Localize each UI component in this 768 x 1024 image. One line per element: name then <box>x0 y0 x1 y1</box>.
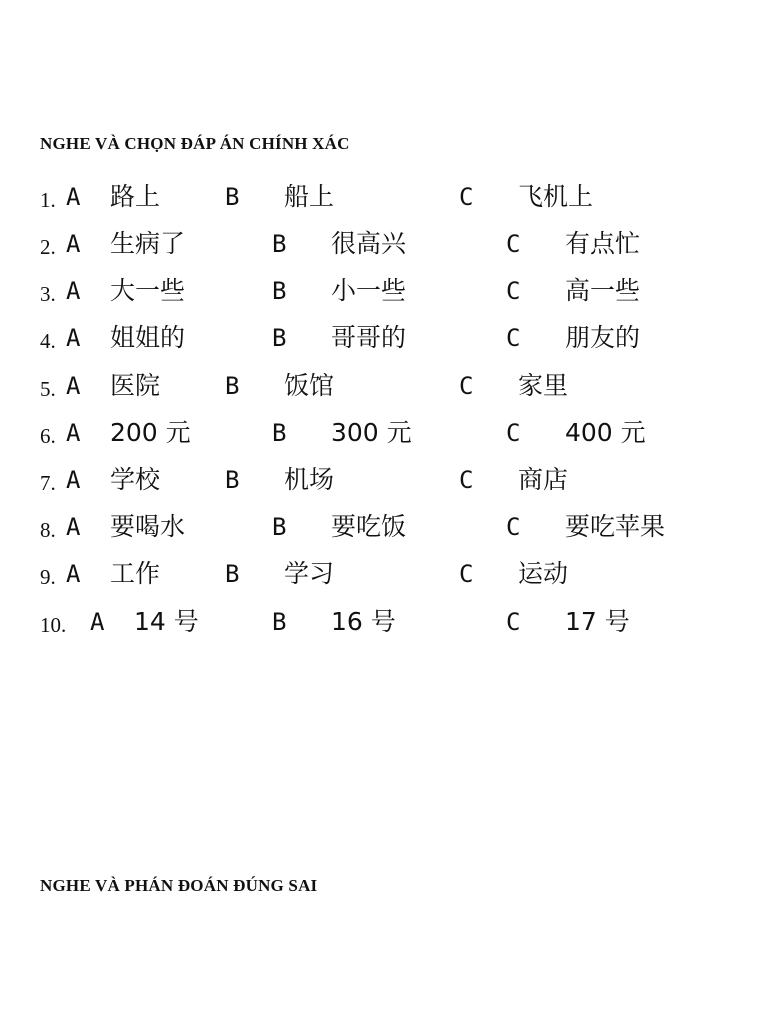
option-text: 要吃饭 <box>331 512 407 541</box>
option-letter: B <box>272 324 287 352</box>
question-row <box>0 605 768 639</box>
option-text: 路上 <box>110 182 161 211</box>
option-text: 商店 <box>518 465 569 494</box>
question-number: 2. <box>40 235 56 259</box>
option-letter: B <box>225 466 240 494</box>
option-letter: A <box>66 372 81 400</box>
option-text: 家里 <box>518 371 569 400</box>
option-text: 要吃苹果 <box>565 512 666 541</box>
option-text: 400 元 <box>565 418 646 447</box>
option-letter: B <box>225 183 240 211</box>
section-title-true-false: NGHE VÀ PHÁN ĐOÁN ĐÚNG SAI <box>40 876 318 895</box>
option-letter: C <box>506 277 521 305</box>
option-text: 要喝水 <box>110 512 186 541</box>
question-number: 5. <box>40 377 56 401</box>
option-text: 医院 <box>110 371 161 400</box>
question-number: 1. <box>40 188 56 212</box>
option-text: 哥哥的 <box>331 323 407 352</box>
question-number: 4. <box>40 329 56 353</box>
option-letter: B <box>225 560 240 588</box>
question-row <box>0 369 768 403</box>
option-letter: A <box>90 608 105 636</box>
option-text: 大一些 <box>110 276 186 305</box>
option-letter: C <box>506 324 521 352</box>
question-row <box>0 180 768 214</box>
option-letter: C <box>459 560 474 588</box>
option-text: 300 元 <box>331 418 412 447</box>
option-text: 高一些 <box>565 276 641 305</box>
option-letter: A <box>66 513 81 541</box>
option-text: 很高兴 <box>331 229 407 258</box>
question-row <box>0 274 768 308</box>
option-letter: A <box>66 466 81 494</box>
question-number: 8. <box>40 518 56 542</box>
option-letter: B <box>272 513 287 541</box>
option-letter: C <box>459 372 474 400</box>
question-number: 3. <box>40 282 56 306</box>
option-letter: A <box>66 560 81 588</box>
option-letter: C <box>506 419 521 447</box>
option-letter: B <box>272 277 287 305</box>
question-row <box>0 321 768 355</box>
option-text: 小一些 <box>331 276 407 305</box>
option-text: 姐姐的 <box>110 323 186 352</box>
option-letter: A <box>66 183 81 211</box>
option-letter: A <box>66 277 81 305</box>
question-number: 6. <box>40 424 56 448</box>
option-text: 生病了 <box>110 229 186 258</box>
section-title-multiple-choice: NGHE VÀ CHỌN ĐÁP ÁN CHÍNH XÁC <box>40 134 350 153</box>
option-letter: A <box>66 324 81 352</box>
option-letter: B <box>272 608 287 636</box>
option-letter: B <box>272 419 287 447</box>
option-letter: A <box>66 230 81 258</box>
option-letter: C <box>506 608 521 636</box>
option-text: 16 号 <box>331 607 396 636</box>
option-text: 200 元 <box>110 418 191 447</box>
option-text: 14 号 <box>134 607 199 636</box>
option-text: 学校 <box>110 465 161 494</box>
question-row <box>0 463 768 497</box>
option-letter: C <box>506 230 521 258</box>
option-letter: C <box>506 513 521 541</box>
option-letter: B <box>272 230 287 258</box>
option-text: 工作 <box>110 559 161 588</box>
option-text: 机场 <box>284 465 335 494</box>
question-number: 10. <box>40 613 67 637</box>
option-text: 有点忙 <box>565 229 641 258</box>
option-letter: B <box>225 372 240 400</box>
option-letter: C <box>459 183 474 211</box>
option-text: 饭馆 <box>284 371 335 400</box>
question-row <box>0 416 768 450</box>
question-row <box>0 227 768 261</box>
question-number: 9. <box>40 565 56 589</box>
option-text: 学习 <box>284 559 335 588</box>
option-text: 朋友的 <box>565 323 641 352</box>
question-row <box>0 557 768 591</box>
option-text: 运动 <box>518 559 569 588</box>
option-text: 飞机上 <box>518 182 594 211</box>
option-letter: C <box>459 466 474 494</box>
option-text: 船上 <box>284 182 335 211</box>
question-number: 7. <box>40 471 56 495</box>
question-row <box>0 510 768 544</box>
option-letter: A <box>66 419 81 447</box>
option-text: 17 号 <box>565 607 630 636</box>
